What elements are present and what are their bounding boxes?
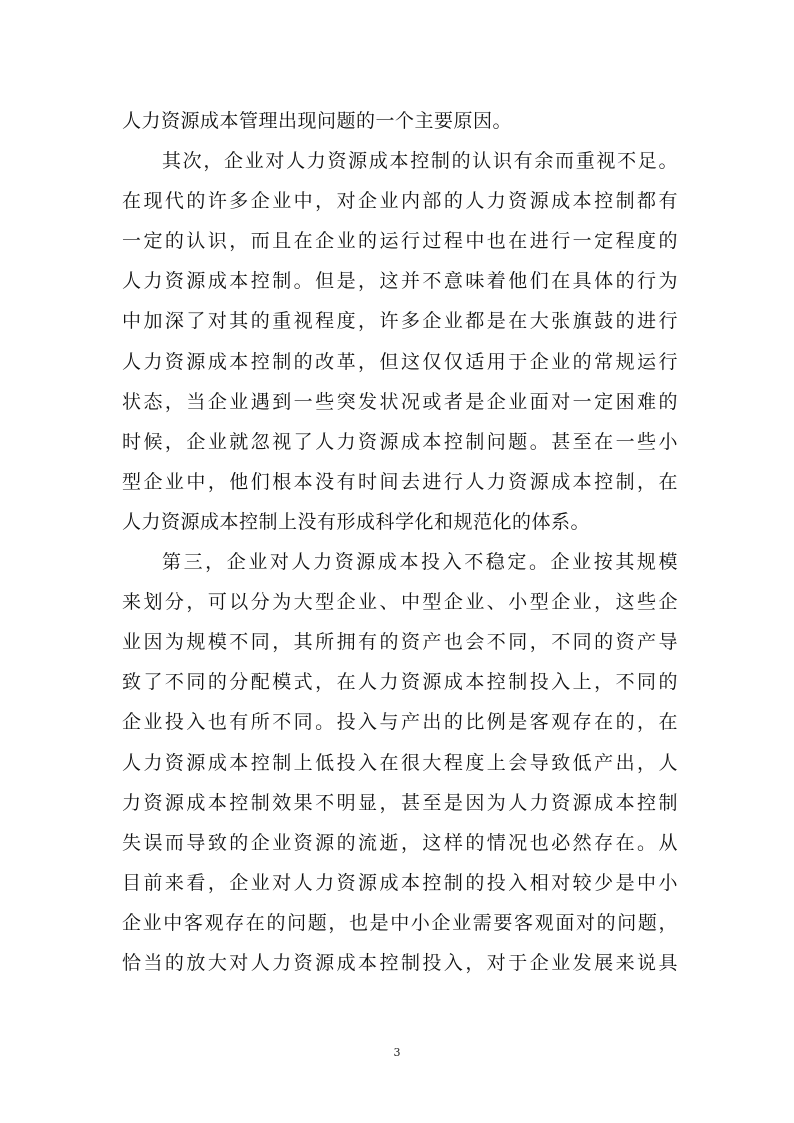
text-line: 人力资源成本控制上低投入在很大程度上会导致低产出，人 <box>122 751 678 774</box>
text-line: 业因为规模不同，其所拥有的资产也会不同，不同的资产导 <box>122 631 678 654</box>
page-number: 3 <box>393 1046 401 1059</box>
text-line: 来划分，可以分为大型企业、中型企业、小型企业，这些企 <box>122 591 678 614</box>
text-line: 恰当的放大对人力资源成本控制投入，对于企业发展来说具 <box>122 951 678 974</box>
text-line: 企业中客观存在的问题，也是中小企业需要客观面对的问题， <box>122 911 678 934</box>
text-line: 企业投入也有所不同。投入与产出的比例是客观存在的，在 <box>122 711 678 734</box>
paragraph-first-line: 其次，企业对人力资源成本控制的认识有余而重视不足。 <box>162 150 678 173</box>
paragraph-first-line: 第三，企业对人力资源成本投入不稳定。企业按其规模 <box>162 551 678 574</box>
text-line: 失误而导致的企业资源的流逝，这样的情况也必然存在。从 <box>122 831 678 854</box>
text-line: 时候，企业就忽视了人力资源成本控制问题。甚至在一些小 <box>122 430 678 453</box>
text-line: 人力资源成本控制上没有形成科学化和规范化的体系。 <box>122 510 591 533</box>
text-line: 一定的认识，而且在企业的运行过程中也在进行一定程度的 <box>122 230 678 253</box>
text-line: 致了不同的分配模式，在人力资源成本控制投入上，不同的 <box>122 671 678 694</box>
text-line: 中加深了对其的重视程度，许多企业都是在大张旗鼓的进行 <box>122 310 678 333</box>
text-line: 型企业中，他们根本没有时间去进行人力资源成本控制，在 <box>122 470 678 493</box>
text-line: 人力资源成本控制。但是，这并不意味着他们在具体的行为 <box>122 270 678 293</box>
text-line: 目前来看，企业对人力资源成本控制的投入相对较少是中小 <box>122 871 678 894</box>
text-line: 状态，当企业遇到一些突发状况或者是企业面对一定困难的 <box>122 390 678 413</box>
text-line: 力资源成本控制效果不明显，甚至是因为人力资源成本控制 <box>122 791 678 814</box>
body-text <box>122 101 678 983</box>
text-line: 人力资源成本管理出现问题的一个主要原因。 <box>122 110 513 132</box>
text-line: 人力资源成本控制的改革，但这仅仅适用于企业的常规运行 <box>122 350 678 373</box>
text-line: 在现代的许多企业中，对企业内部的人力资源成本控制都有 <box>122 190 678 213</box>
